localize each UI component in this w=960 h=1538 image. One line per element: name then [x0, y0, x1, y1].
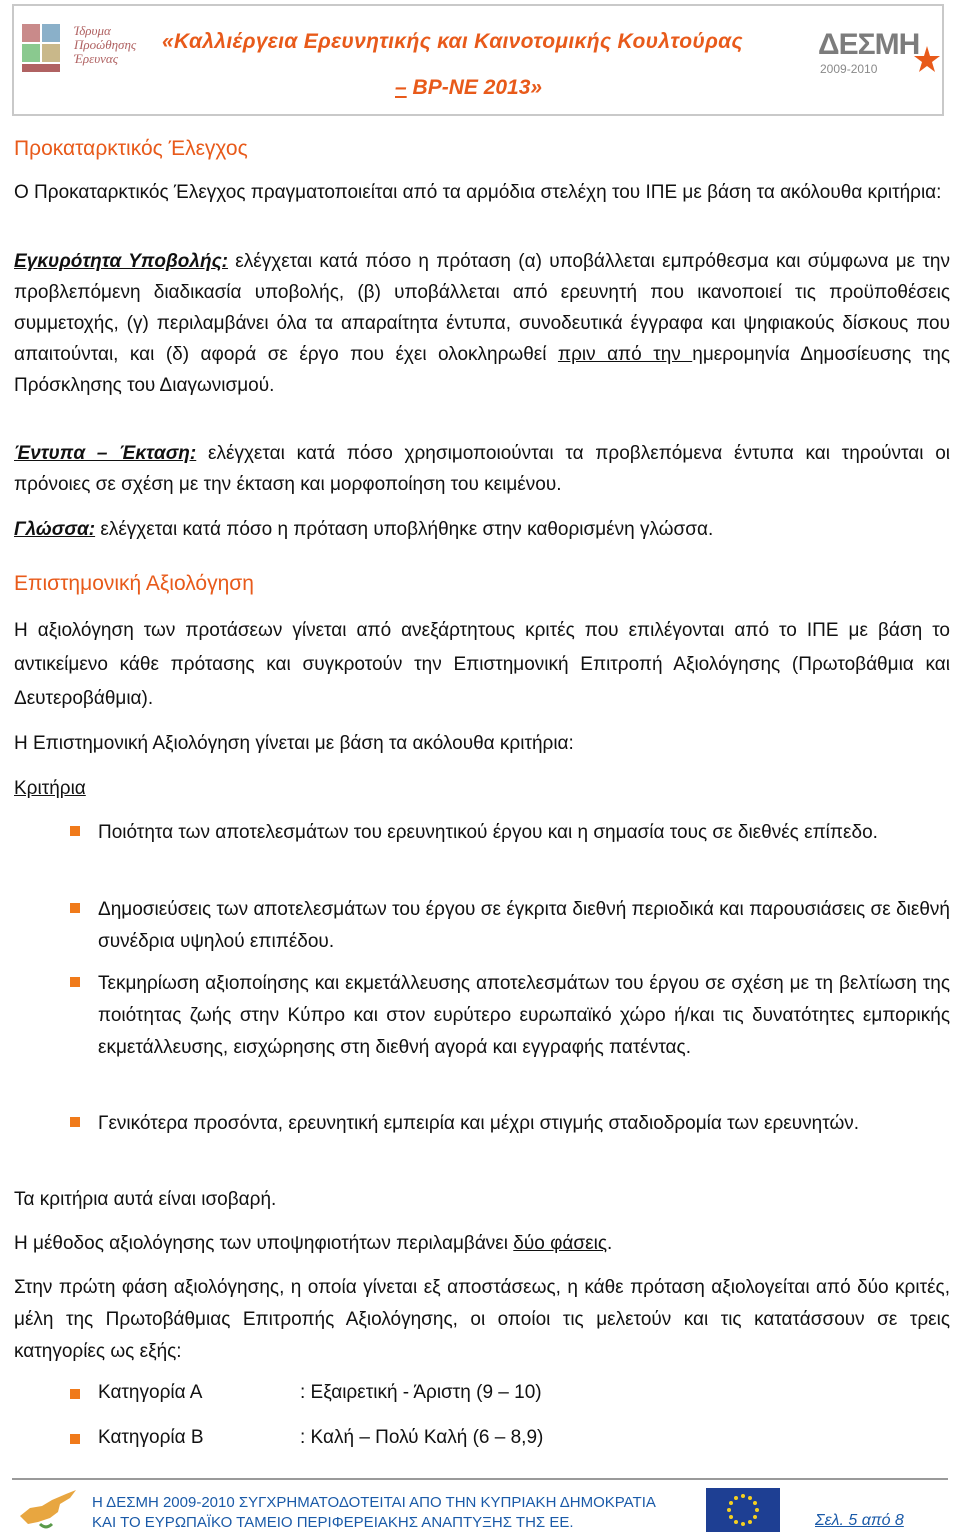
category-a-name: Κατηγορία Α	[98, 1382, 203, 1403]
method-text-underlined: δύο φάσεις	[513, 1233, 607, 1254]
language-label: Γλώσσα:	[14, 519, 96, 540]
validity-text-b: ημερομηνία Δημοσίευσης της Πρόσκλησης του Διαγωνισμού.	[14, 344, 950, 396]
bullet-marker	[70, 1389, 80, 1399]
footer-divider	[12, 1478, 948, 1480]
ipe-logo-line-1: Ίδρυμα	[74, 23, 111, 38]
language-text: ελέγχεται κατά πόσο η πρόταση υποβλήθηκε στην καθορισμένη γλώσσα.	[95, 519, 714, 540]
header-subtitle-text: ΒΡ-ΝΕ 2013»	[406, 76, 543, 99]
footer-text	[92, 1493, 656, 1533]
criteria-item-4: Γενικότερα προσόντα, ερευνητική εμπειρία και μέχρι στιγμής σταδιοδρομία των ερευνητών.	[98, 1113, 860, 1134]
desmi-star-icon	[912, 44, 942, 74]
page-number: Σελ. 5 από 8	[815, 1512, 904, 1529]
forms-label: Έντυπα – Έκταση:	[14, 443, 197, 464]
paragraph-method	[14, 1228, 950, 1259]
ipe-logo	[18, 20, 158, 82]
paragraph-language	[14, 514, 950, 545]
criteria-item-1: Ποιότητα των αποτελεσμάτων του ερευνητικού έργου και η σημασία τους σε διεθνές επίπεδο.	[98, 822, 878, 843]
validity-text-underlined: πριν από την	[557, 344, 693, 365]
desmi-logo	[812, 24, 944, 84]
ipe-logo-line-3: Έρευνας	[74, 51, 119, 66]
section-heading-preliminary: Προκαταρκτικός Έλεγχος	[14, 137, 248, 160]
validity-label: Εγκυρότητα Υποβολής:	[14, 251, 229, 272]
ipe-logo-mark-icon	[18, 20, 66, 78]
paragraph-equal-weight: Τα κριτήρια αυτά είναι ισοβαρή.	[14, 1189, 277, 1210]
forms-text: ελέγχεται κατά πόσο χρησιμοποιούνται τα προβλεπόμενα έντυπα και τηρούνται οι πρόνοιες σε σχέση με την έκταση και μορφοποίηση του κειμένου.	[14, 443, 951, 495]
criteria-label: Κριτήρια	[14, 778, 86, 799]
desmi-logo-years: 2009-2010	[820, 62, 878, 76]
paragraph-first-phase: Στην πρώτη φάση αξιολόγησης, η οποία γίνεται εξ αποστάσεως, η κάθε πρόταση αξιολογείται από δύο κριτές, μέλη της Πρωτοβάθμιας Επιτροπής Αξιολόγησης, οι οποίοι τις μελετούν και τις κατατάσσουν σε τρεις κατηγορίες ως εξής:	[14, 1277, 950, 1362]
method-text-a: Η μέθοδος αξιολόγησης των υποψηφιοτήτων περιλαμβάνει	[14, 1233, 514, 1254]
header-subtitle-dash: –	[395, 76, 407, 99]
eu-flag-icon	[706, 1488, 780, 1532]
cyprus-map-icon	[16, 1486, 80, 1532]
paragraph-evaluation-basis: Η Επιστημονική Αξιολόγηση γίνεται με βάση τα ακόλουθα κριτήρια:	[14, 733, 574, 754]
header-subtitle	[395, 76, 542, 100]
paragraph-validity	[14, 246, 950, 401]
paragraph-evaluation: Η αξιολόγηση των προτάσεων γίνεται από ανεξάρτητους κριτές που επιλέγονται από το ΙΠΕ με βάση το αντικείμενο κάθε πρότασης και συγκροτούν την Επιστημονική Επιτροπή Αξιολόγησης (Πρωτοβάθμια και Δευτεροβάθμια).	[14, 620, 950, 709]
method-text-b: .	[606, 1233, 613, 1254]
bullet-marker	[70, 977, 80, 987]
bullet-marker	[70, 1434, 80, 1444]
criteria-item-2: Δημοσιεύσεις των αποτελεσμάτων του έργου σε έγκριτα διεθνή περιοδικά και παρουσιάσεις σε διεθνή συνέδρια υψηλού επιπέδου.	[98, 899, 950, 952]
bullet-marker	[70, 1117, 80, 1127]
bullet-marker	[70, 826, 80, 836]
validity-text-a: ελέγχεται κατά πόσο η πρόταση (α) υποβάλλεται εμπρόθεσμα και σύμφωνα με την προβλεπόμενη διαδικασία υποβολής, (β) υποβάλλεται από ερευνητή που ικανοποιεί τις προϋποθέσεις συμμετοχής, (γ) περιλαμβάνει όλα τα απαραίτητα έντυπα, συνοδευτικά έγγραφα και ψηφιακούς δίσκους που απαιτούνται, και (δ) αφορά σε έργο που έχει ολοκληρωθεί	[14, 251, 950, 365]
category-b-value: : Καλή – Πολύ Καλή (6 – 8,9)	[300, 1427, 544, 1448]
header-title: «Καλλιέργεια Ερευνητικής και Καινοτομικής Κουλτούρας	[162, 30, 743, 53]
paragraph-intro: Ο Προκαταρκτικός Έλεγχος πραγματοποιείται από τα αρμόδια στελέχη του ΙΠΕ με βάση τα ακόλουθα κριτήρια:	[14, 182, 942, 203]
footer-line-2: ΚΑΙ ΤΟ ΕΥΡΩΠΑΪΚΟ ΤΑΜΕΙΟ ΠΕΡΙΦΕΡΕΙΑΚΗΣ ΑΝΑΠΤΥΞΗΣ ΤΗΣ ΕΕ.	[92, 1514, 574, 1531]
category-b-name: Κατηγορία Β	[98, 1427, 204, 1448]
criteria-item-3: Τεκμηρίωση αξιοποίησης και εκμετάλλευσης αποτελεσμάτων του έργου σε σχέση με τη βελτίωση της ποιότητας ζωής στην Κύπρο και στον ευρύτερο ευρωπαϊκό χώρο ή/και τις δυνατότητες εμπορικής εκμετάλλευσης, εισχώρησης στη διεθνή αγορά και εγγραφής πατέντας.	[98, 973, 950, 1058]
footer-line-1: Η ΔΕΣΜΗ 2009-2010 ΣΥΓΧΡΗΜΑΤΟΔΟΤΕΙΤΑΙ ΑΠΟ ΤΗΝ ΚΥΠΡΙΑΚΗ ΔΗΜΟΚΡΑΤΙΑ	[92, 1494, 656, 1511]
section-heading-evaluation: Επιστημονική Αξιολόγηση	[14, 572, 254, 595]
paragraph-forms	[14, 438, 950, 500]
desmi-logo-text: ΔΕΣΜΗ	[818, 28, 920, 61]
category-a-value: : Εξαιρετική - Άριστη (9 – 10)	[300, 1382, 542, 1403]
ipe-logo-line-2: Προώθησης	[74, 37, 137, 52]
bullet-marker	[70, 903, 80, 913]
